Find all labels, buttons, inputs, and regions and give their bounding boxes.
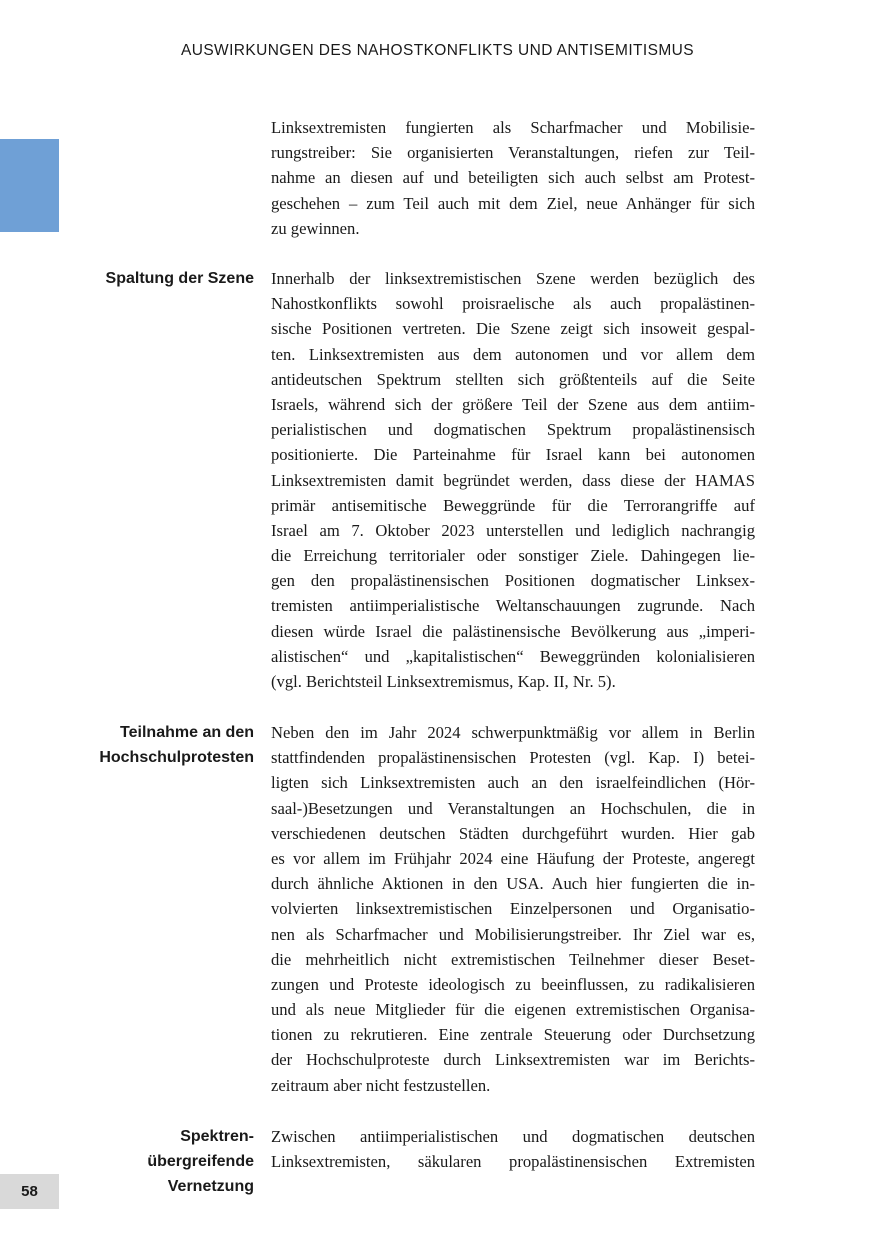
margin-heading-line: Vernetzung [167, 1178, 254, 1196]
text-line: Linksextremisten fungierten als Scharfmacher und Mobilisie- [271, 118, 755, 137]
body-paragraph [271, 115, 755, 241]
body-paragraph [271, 1124, 755, 1174]
text-line: Linksextremisten, säkularen propalästinensischen Extremisten [271, 1152, 755, 1172]
text-line: gen den propalästinensischen Positionen dogmatischer Linksex- [271, 571, 755, 591]
text-line: geschehen – zum Teil auch mit dem Ziel, neue Anhänger für sich [271, 193, 755, 213]
text-line: die mehrheitlich nicht extremistischen Teilnehmer dieser Beset- [271, 949, 755, 969]
margin-heading-line: Spektren- [180, 1128, 254, 1145]
text-line: nahme an diesen auf und beteiligten sich auch selbst am Protest- [271, 168, 755, 188]
body-paragraph [271, 720, 755, 1098]
margin-heading [54, 266, 254, 291]
margin-heading-line: Teilnahme an den [120, 724, 254, 741]
text-line: rungstreiber: Sie organisierten Veranstaltungen, riefen zur Teil- [271, 143, 755, 163]
text-line: primär antisemitische Beweggründe für die Terrorangriffe auf [271, 495, 755, 515]
text-line: Innerhalb der linksextremistischen Szene werden bezüglich des [271, 269, 755, 288]
margin-heading-line: Spaltung der Szene [105, 270, 254, 287]
text-line: saal-)Besetzungen und Veranstaltungen an Hochschulen, die in [271, 798, 755, 818]
text-line: zeitraum aber nicht festzustellen. [271, 1075, 491, 1095]
text-line: volvierten linksextremistischen Einzelpersonen und Organisatio- [271, 899, 755, 919]
text-line: Israels, während sich der größere Teil der Szene aus dem antiim- [271, 394, 755, 414]
margin-heading-line: Hochschulprotesten [99, 749, 254, 767]
text-line: antideutschen Spektrum stellten sich größtenteils auf die Seite [271, 369, 755, 389]
text-line: verschiedenen deutschen Städten durchgeführt wurden. Hier gab [271, 823, 755, 843]
page-number: 58 [0, 1174, 59, 1209]
text-line: Neben den im Jahr 2024 schwerpunktmäßig vor allem in Berlin [271, 723, 755, 742]
text-line: stattfindenden propalästinensischen Protesten (vgl. Kap. I) betei- [271, 748, 755, 768]
text-line: ligten sich Linksextremisten auch an den israelfeindlichen (Hör- [271, 773, 755, 793]
text-line: perialistischen und dogmatischen Spektrum propalästinensisch [271, 420, 755, 440]
text-line: nen als Scharfmacher und Mobilisierungstreiber. Ihr Ziel war es, [271, 924, 755, 944]
text-line: tionen zu rekrutieren. Eine zentrale Steuerung oder Durchsetzung [271, 1025, 755, 1045]
margin-heading-line: übergreifende [147, 1153, 254, 1171]
text-line: diesen würde Israel die palästinensische Bevölkerung aus „imperi- [271, 621, 755, 641]
text-line: sische Positionen vertreten. Die Szene zeigt sich insoweit gespal- [271, 319, 755, 339]
text-line: Nahostkonflikts sowohl proisraelische als auch propalästinen- [271, 294, 755, 314]
text-line: der Hochschulproteste durch Linksextremisten war im Berichts- [271, 1050, 755, 1070]
text-line: zungen und Proteste ideologisch zu beeinflussen, zu radikalisieren [271, 974, 755, 994]
text-line: Linksextremisten damit begründet werden, dass diese der HAMAS [271, 470, 755, 490]
text-line: Zwischen antiimperialistischen und dogmatischen deutschen [271, 1127, 755, 1146]
text-line: tremisten antiimperialistische Weltanschauungen zugrunde. Nach [271, 596, 755, 616]
margin-heading [54, 1124, 254, 1200]
text-line: Israel am 7. Oktober 2023 unterstellen und lediglich nachrangig [271, 520, 755, 540]
text-line: ten. Linksextremisten aus dem autonomen und vor allem dem [271, 344, 755, 364]
text-line: zu gewinnen. [271, 218, 360, 238]
running-header: AUSWIRKUNGEN DES NAHOSTKONFLIKTS UND ANTISEMITISMUS [180, 42, 694, 59]
text-line: es vor allem im Frühjahr 2024 eine Häufung der Proteste, angeregt [271, 848, 755, 868]
text-line: und als neue Mitglieder für die eigenen extremistischen Organisa- [271, 1000, 755, 1020]
margin-heading [54, 720, 254, 770]
body-paragraph [271, 266, 755, 694]
text-line: positionierte. Die Parteinahme für Israel kann bei autonomen [271, 445, 755, 465]
text-line: (vgl. Berichtsteil Linksextremismus, Kap. II, Nr. 5). [271, 672, 616, 691]
text-line: alistischen“ und „kapitalistischen“ Beweggründen kolonialisieren [271, 646, 755, 666]
text-line: die Erreichung territorialer oder sonstiger Ziele. Dahingegen lie- [271, 546, 755, 566]
text-line: durch ähnliche Aktionen in den USA. Auch hier fungierten die in- [271, 874, 755, 894]
chapter-color-tab [0, 139, 59, 232]
